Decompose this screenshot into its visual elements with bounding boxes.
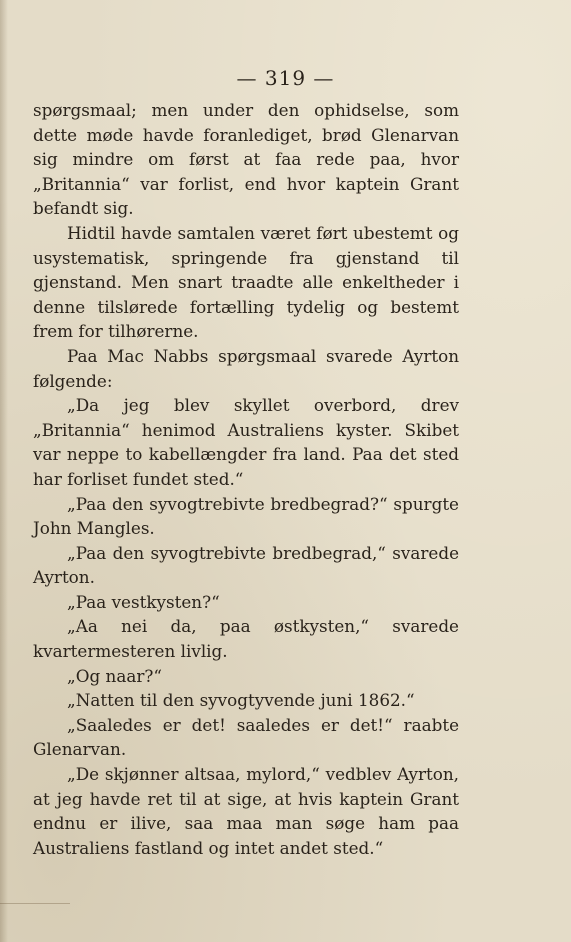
page-edge-shadow <box>0 0 8 942</box>
paragraph: „Da jeg blev skyllet overbord, drev „Britannia“ henimod Australiens kyster. Skibet var neppe to kabellængder fra land. Paa det sted har forliset fundet sted.“ <box>33 395 459 489</box>
paragraph: „Paa den syvogtrebivte bredbegrad?“ spurgte John Mangles. <box>33 493 459 539</box>
page-bottom-mark <box>0 903 70 904</box>
paragraph: „Paa den syvogtrebivte bredbegrad,“ svarede Ayrton. <box>33 542 459 588</box>
body-text <box>33 98 459 860</box>
paragraph: „Paa vestkysten?“ <box>67 591 220 612</box>
page-number: — 319 — <box>236 66 335 90</box>
paragraph: „Aa nei da, paa østkysten,“ svarede kvartermesteren livlig. <box>33 616 459 662</box>
paragraph: „Saaledes er det! saaledes er det!“ raabte Glenarvan. <box>33 714 459 760</box>
paragraph: Paa Mac Nabbs spørgsmaal svarede Ayrton følgende: <box>33 345 459 391</box>
paragraph: „Natten til den syvogtyvende juni 1862.“ <box>67 690 415 711</box>
paragraph: „De skjønner altsaa, mylord,“ vedblev Ayrton, at jeg havde ret til at sige, at hvis kaptein Grant endnu er ilive, saa maa man søge ham paa Australiens fastland og intet andet sted.“ <box>33 764 459 858</box>
paragraph: „Og naar?“ <box>67 665 162 686</box>
paragraph: Hidtil havde samtalen været ført ubestemt og usystematisk, springende fra gjenstand til gjenstand. Men snart traadte alle enkeltheder i denne tilslørede fortælling tydelig og bestemt frem for tilhørerne. <box>33 222 459 342</box>
paragraph: spørgsmaal; men under den ophidselse, som dette møde havde foranlediget, brød Glenarvan sig mindre om først at faa rede paa, hvor „Britannia“ var forlist, end hvor kaptein Grant befandt sig. <box>33 100 459 219</box>
